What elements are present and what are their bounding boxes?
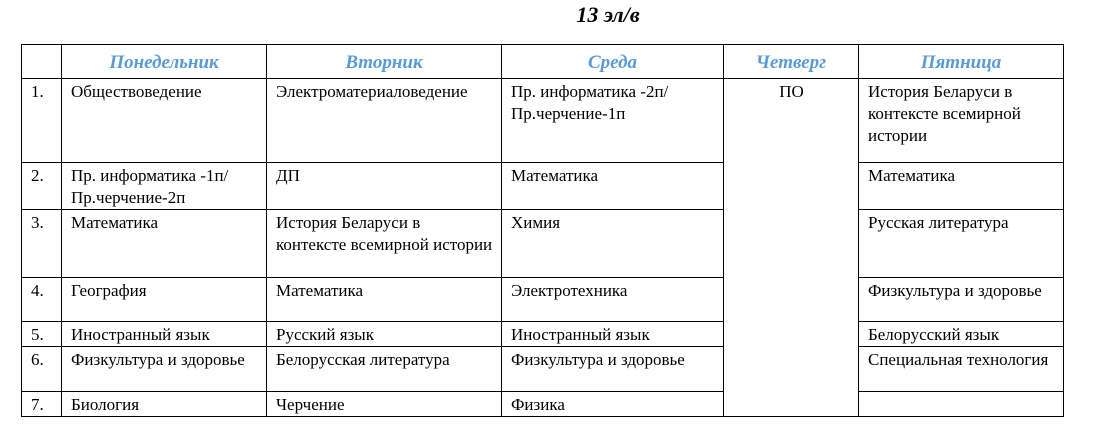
wednesday-cell: Иностранный язык — [502, 322, 724, 347]
friday-cell: Белорусский язык — [859, 322, 1064, 347]
monday-cell: Пр. информатика -1п/ Пр.черчение-2п — [62, 163, 267, 210]
table-row — [22, 210, 1064, 278]
row-number: 4. — [22, 278, 62, 322]
header-thursday: Четверг — [724, 45, 859, 79]
wednesday-cell: Математика — [502, 163, 724, 210]
monday-cell: Математика — [62, 210, 267, 278]
tuesday-cell: Математика — [267, 278, 502, 322]
wednesday-cell: Электротехника — [502, 278, 724, 322]
friday-cell: Русская литература — [859, 210, 1064, 278]
friday-cell: Физкультура и здоровье — [859, 278, 1064, 322]
friday-cell: Математика — [859, 163, 1064, 210]
row-number: 3. — [22, 210, 62, 278]
row-number: 1. — [22, 79, 62, 163]
row-number: 2. — [22, 163, 62, 210]
table-row — [22, 278, 1064, 322]
friday-cell: История Беларуси в контексте всемирной истории — [859, 79, 1064, 163]
header-wednesday: Среда — [502, 45, 724, 79]
table-row — [22, 347, 1064, 392]
wednesday-cell: Физика — [502, 392, 724, 417]
wednesday-cell: Химия — [502, 210, 724, 278]
table-row — [22, 392, 1064, 417]
tuesday-cell: ДП — [267, 163, 502, 210]
monday-cell: Биология — [62, 392, 267, 417]
monday-cell: География — [62, 278, 267, 322]
tuesday-cell: Белорусская литература — [267, 347, 502, 392]
wednesday-cell: Пр. информатика -2п/ Пр.черчение-1п — [502, 79, 724, 163]
tuesday-cell: История Беларуси в контексте всемирной истории — [267, 210, 502, 278]
header-friday: Пятница — [859, 45, 1064, 79]
table-row — [22, 163, 1064, 210]
tuesday-cell: Русский язык — [267, 322, 502, 347]
page-title: 13 эл/в — [576, 2, 640, 27]
header-row — [22, 45, 1064, 79]
wednesday-cell: Физкультура и здоровье — [502, 347, 724, 392]
row-number: 7. — [22, 392, 62, 417]
table-row — [22, 322, 1064, 347]
friday-cell: Специальная технология — [859, 347, 1064, 392]
row-number: 6. — [22, 347, 62, 392]
table-row — [22, 79, 1064, 163]
monday-cell: Физкультура и здоровье — [62, 347, 267, 392]
schedule-table — [21, 44, 1064, 417]
monday-cell: Обществоведение — [62, 79, 267, 163]
row-number: 5. — [22, 322, 62, 347]
header-tuesday: Вторник — [267, 45, 502, 79]
friday-cell — [859, 392, 1064, 417]
tuesday-cell: Черчение — [267, 392, 502, 417]
header-monday: Понедельник — [62, 45, 267, 79]
thursday-cell: ПО — [724, 79, 859, 417]
monday-cell: Иностранный язык — [62, 322, 267, 347]
header-num — [22, 45, 62, 79]
tuesday-cell: Электроматериаловедение — [267, 79, 502, 163]
